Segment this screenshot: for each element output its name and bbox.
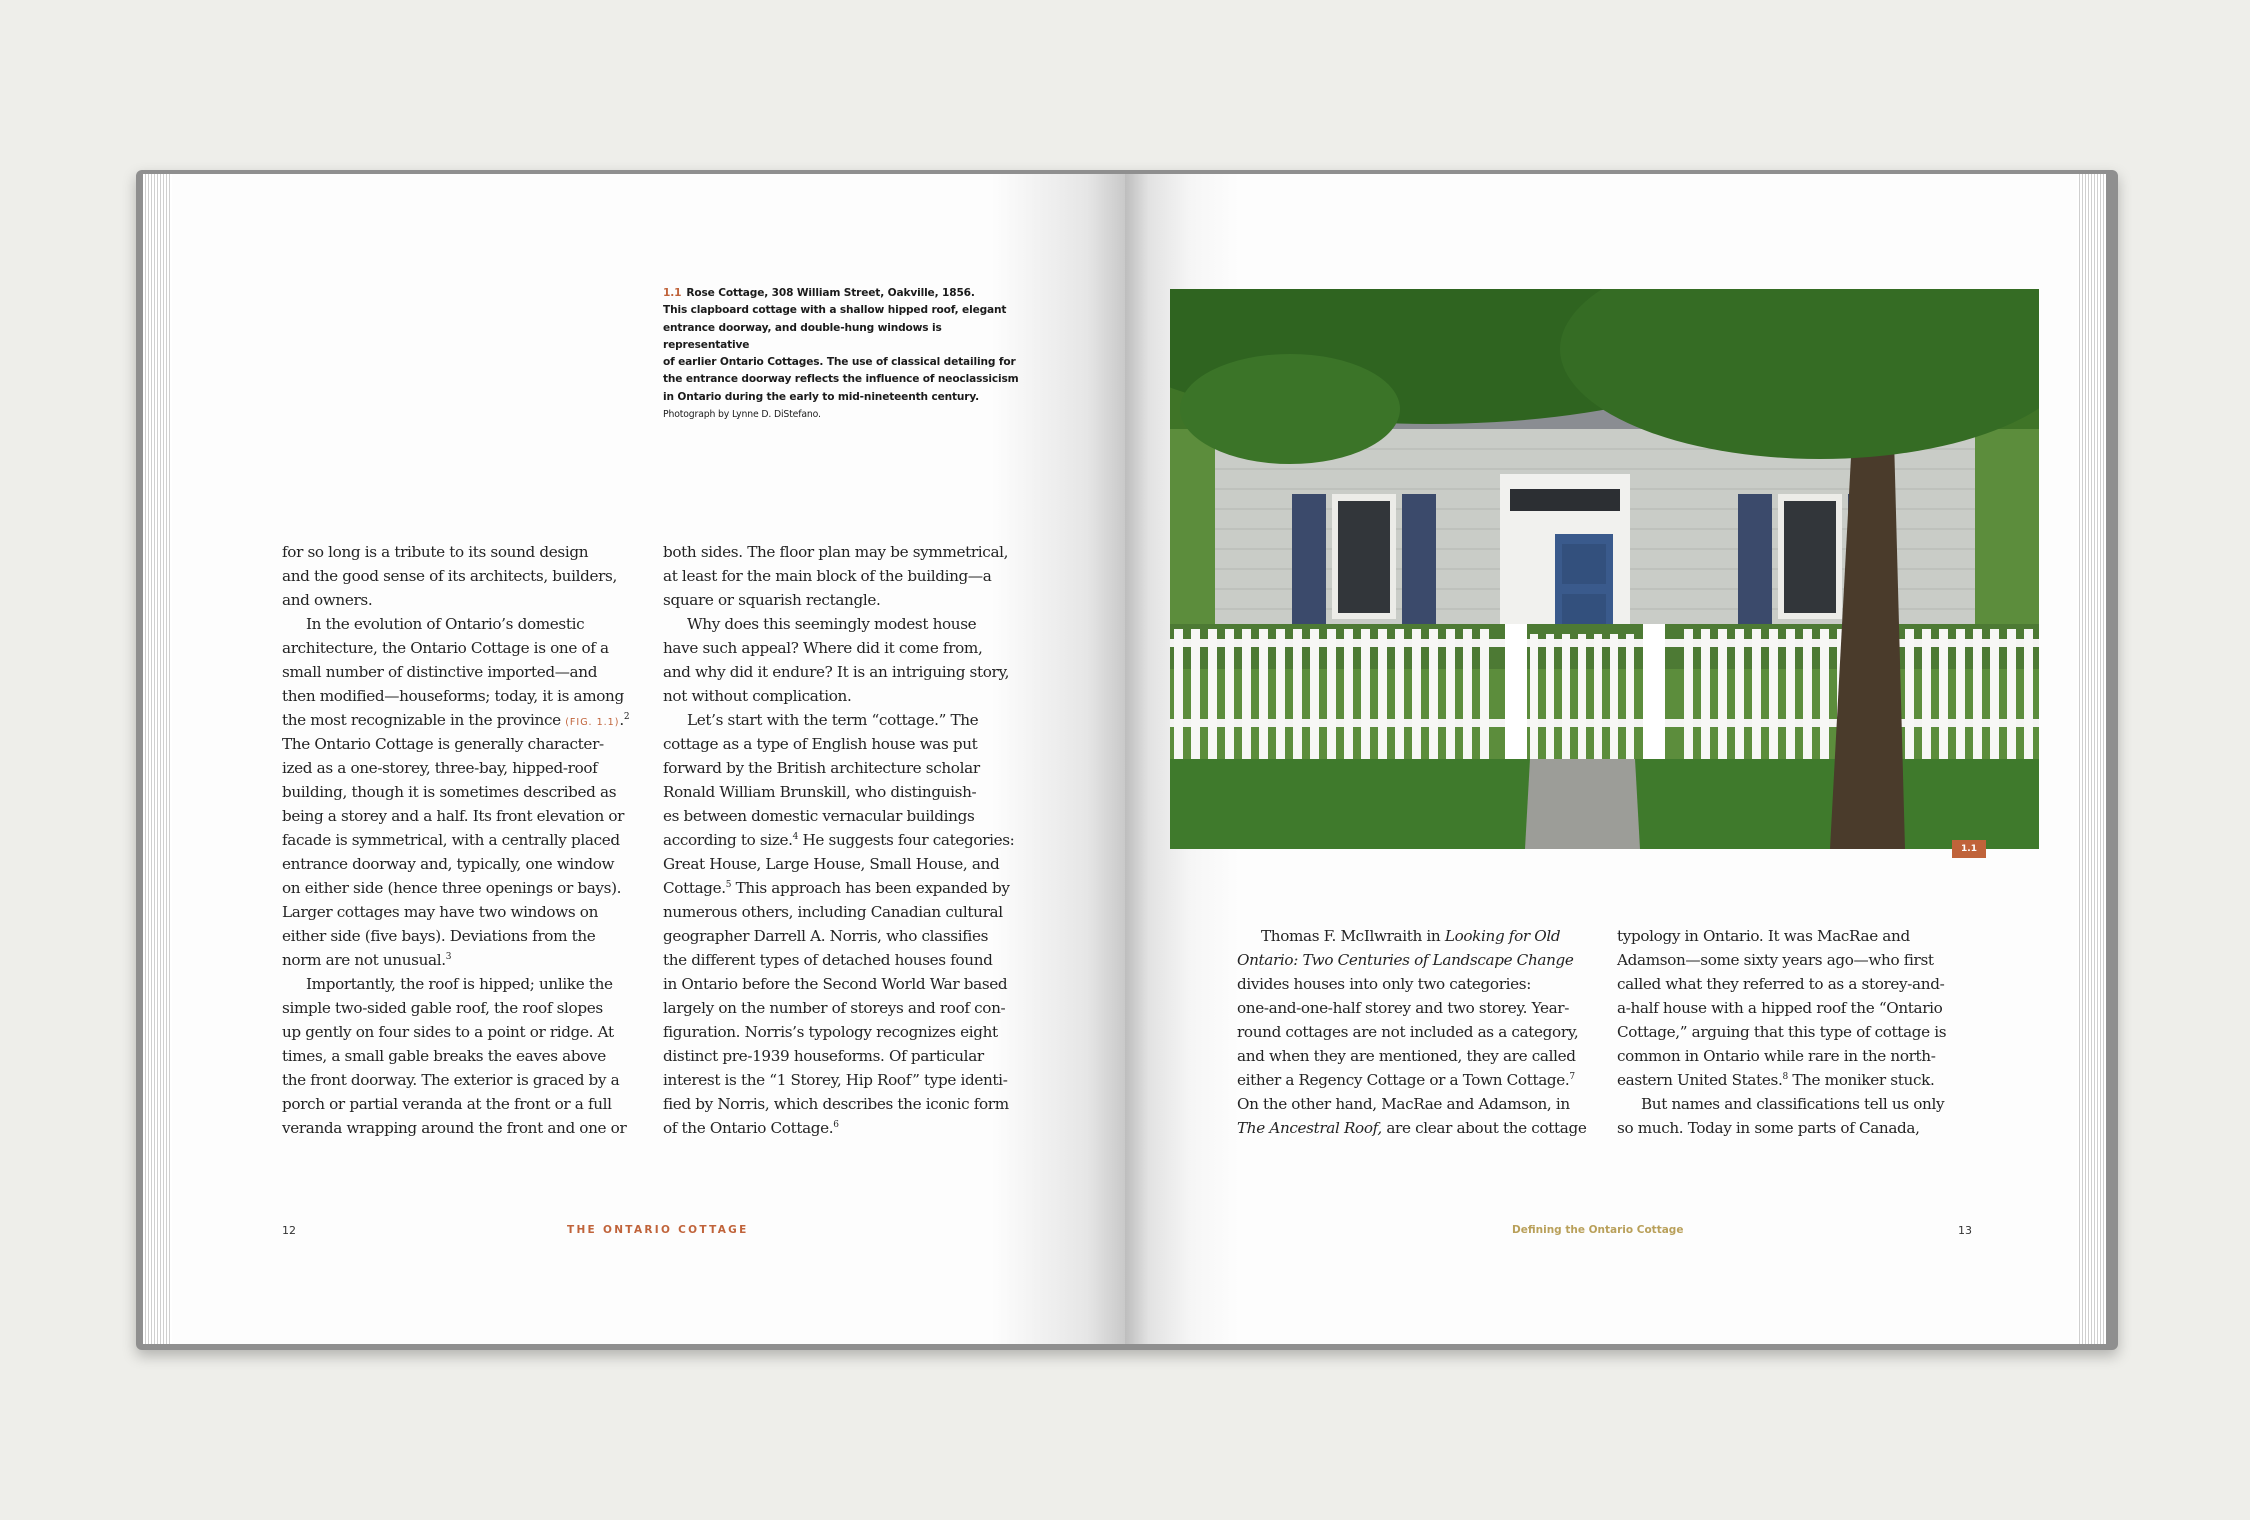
text-line: architecture, the Ontario Cottage is one of a: [282, 639, 609, 657]
book-title: The Ancestral Roof,: [1237, 1119, 1382, 1137]
text-line: [663, 1116, 1014, 1140]
text-line: [282, 708, 629, 732]
text-segment: This approach has been expanded by: [731, 879, 1010, 897]
text-line: building, though it is sometimes described as: [282, 783, 617, 801]
text-line: so much. Today in some parts of Canada,: [1617, 1119, 1920, 1137]
text-line: and why did it endure? It is an intriguing story,: [663, 663, 1010, 681]
text-line: Why does this seemingly modest house: [687, 615, 977, 633]
caption-figure-number: 1.1: [663, 287, 682, 299]
text-line: called what they referred to as a storey-and-: [1617, 975, 1945, 993]
text-line: Cottage,” arguing that this type of cottage is: [1617, 1023, 1947, 1041]
text-line: figuration. Norris’s typology recognizes eight: [663, 1023, 998, 1041]
text-line: not without complication.: [663, 687, 852, 705]
text-line: either side (five bays). Deviations from the: [282, 927, 596, 945]
text-line: square or squarish rectangle.: [663, 591, 881, 609]
text-line: times, a small gable breaks the eaves above: [282, 1047, 606, 1065]
text-line: the front doorway. The exterior is graced by a: [282, 1071, 620, 1089]
text-line: Larger cottages may have two windows on: [282, 903, 599, 921]
left-column-2: [663, 540, 1014, 1140]
text-line: Importantly, the roof is hipped; unlike the: [306, 975, 613, 993]
book-title: Looking for Old: [1444, 927, 1561, 945]
text-line: largely on the number of storeys and roof con-: [663, 999, 1006, 1017]
text-segment: Thomas F. McIlwraith in: [1261, 927, 1445, 945]
text-line: [282, 948, 629, 972]
text-line: distinct pre-1939 houseforms. Of particular: [663, 1047, 984, 1065]
text-line: es between domestic vernacular buildings: [663, 807, 975, 825]
text-line: [1237, 1116, 1586, 1140]
text-line: geographer Darrell A. Norris, who classifies: [663, 927, 989, 945]
text-line: on either side (hence three openings or bays).: [282, 879, 622, 897]
text-line: a-half house with a hipped roof the “Ontario: [1617, 999, 1943, 1017]
footnote-marker: 7: [1569, 1071, 1575, 1082]
right-column-2: [1617, 924, 1946, 1140]
text-line: typology in Ontario. It was MacRae and: [1617, 927, 1910, 945]
footnote-marker: 5: [725, 879, 732, 890]
text-line: numerous others, including Canadian cultural: [663, 903, 1003, 921]
text-segment: according to size.: [663, 831, 793, 849]
left-column-1: [282, 540, 629, 1140]
text-line: then modified—houseforms; today, it is among: [282, 687, 624, 705]
text-line: in Ontario before the Second World War based: [663, 975, 1008, 993]
text-line: divides houses into only two categories:: [1237, 975, 1531, 993]
text-line: But names and classifications tell us only: [1641, 1095, 1945, 1113]
text-line: veranda wrapping around the front and one or: [282, 1119, 627, 1137]
text-segment: Cottage.: [663, 879, 726, 897]
text-line: and the good sense of its architects, builders,: [282, 567, 617, 585]
text-line: forward by the British architecture scholar: [663, 759, 980, 777]
text-line: cottage as a type of English house was put: [663, 735, 978, 753]
text-line: have such appeal? Where did it come from,: [663, 639, 983, 657]
text-segment: eastern United States.: [1617, 1071, 1783, 1089]
text-line: Great House, Large House, Small House, and: [663, 855, 1000, 873]
page-edges-left: [143, 174, 173, 1344]
rose-cottage-illustration: [1170, 289, 2039, 849]
text-line: and when they are mentioned, they are called: [1237, 1047, 1576, 1065]
text-line: one-and-one-half storey and two storey. Year-: [1237, 999, 1569, 1017]
footnote-marker: 8: [1782, 1071, 1788, 1082]
figure-caption: [663, 285, 1023, 423]
text-line: [663, 828, 1014, 852]
text-segment: of the Ontario Cottage.: [663, 1119, 834, 1137]
running-head-right: Defining the Ontario Cottage: [1512, 1224, 1684, 1236]
caption-line: the entrance doorway reflects the influence of neoclassicism: [663, 373, 1019, 386]
figure-reference-link[interactable]: (FIG. 1.1): [565, 717, 620, 728]
page-number-left: 12: [282, 1224, 296, 1237]
text-line: [1237, 1068, 1586, 1092]
text-segment: He suggests four categories:: [798, 831, 1015, 849]
text-line: Ronald William Brunskill, who distinguish-: [663, 783, 977, 801]
footnote-marker: 6: [833, 1119, 839, 1130]
text-line: round cottages are not included as a category,: [1237, 1023, 1579, 1041]
page-edges-right: [2076, 174, 2106, 1344]
text-line: facade is symmetrical, with a centrally placed: [282, 831, 620, 849]
text-line: at least for the main block of the building—a: [663, 567, 992, 585]
text-line: being a storey and a half. Its front elevation or: [282, 807, 625, 825]
text-line: for so long is a tribute to its sound design: [282, 543, 589, 561]
page-number-right: 13: [1958, 1224, 1972, 1237]
house-photo: [1170, 289, 2039, 849]
text-line: On the other hand, MacRae and Adamson, in: [1237, 1095, 1570, 1113]
text-line: interest is the “1 Storey, Hip Roof” type identi-: [663, 1071, 1008, 1089]
text-line: up gently on four sides to a point or ridge. At: [282, 1023, 614, 1041]
text-segment: The moniker stuck.: [1787, 1071, 1935, 1089]
text-line: common in Ontario while rare in the north-: [1617, 1047, 1936, 1065]
caption-line: Rose Cottage, 308 William Street, Oakville, 1856.: [686, 287, 975, 299]
text-line: [1237, 924, 1586, 948]
text-line: porch or partial veranda at the front or a full: [282, 1095, 612, 1113]
text-line: fied by Norris, which describes the iconic form: [663, 1095, 1009, 1113]
running-head-left: THE ONTARIO COTTAGE: [567, 1224, 749, 1236]
caption-line: in Ontario during the early to mid-nineteenth century.: [663, 390, 980, 403]
text-segment: norm are not unusual.: [282, 951, 446, 969]
photo-figure-label: 1.1: [1952, 840, 1986, 858]
caption-line: entrance doorway, and double-hung windows is representative: [663, 321, 942, 351]
text-line: Adamson—some sixty years ago—who first: [1617, 951, 1934, 969]
text-segment: either a Regency Cottage or a Town Cottage.: [1237, 1071, 1570, 1089]
text-line: Let’s start with the term “cottage.” The: [687, 711, 979, 729]
text-line: [1617, 1068, 1946, 1092]
text-line: [663, 876, 1014, 900]
text-line: [1237, 948, 1586, 972]
text-line: small number of distinctive imported—and: [282, 663, 598, 681]
footnote-marker: 4: [792, 831, 799, 842]
right-column-1: [1237, 924, 1586, 1140]
text-line: The Ontario Cottage is generally character-: [282, 735, 604, 753]
text-line: In the evolution of Ontario’s domestic: [306, 615, 585, 633]
text-segment: the most recognizable in the province: [282, 711, 566, 729]
text-line: the different types of detached houses found: [663, 951, 993, 969]
caption-line: This clapboard cottage with a shallow hipped roof, elegant: [663, 304, 1007, 317]
book-title: Ontario: Two Centuries of Landscape Change: [1237, 951, 1574, 969]
text-line: and owners.: [282, 591, 373, 609]
caption-line: of earlier Ontario Cottages. The use of classical detailing for: [663, 356, 1016, 369]
text-segment: .: [619, 711, 624, 729]
text-line: ized as a one-storey, three-bay, hipped-roof: [282, 759, 598, 777]
photo-credit: Photograph by Lynne D. DiStefano.: [663, 409, 821, 421]
text-line: simple two-sided gable roof, the roof slopes: [282, 999, 603, 1017]
text-line: both sides. The floor plan may be symmetrical,: [663, 543, 1009, 561]
text-segment: are clear about the cottage: [1381, 1119, 1587, 1137]
text-line: entrance doorway and, typically, one window: [282, 855, 615, 873]
footnote-marker: 2: [623, 711, 630, 722]
footnote-marker: 3: [445, 951, 452, 962]
